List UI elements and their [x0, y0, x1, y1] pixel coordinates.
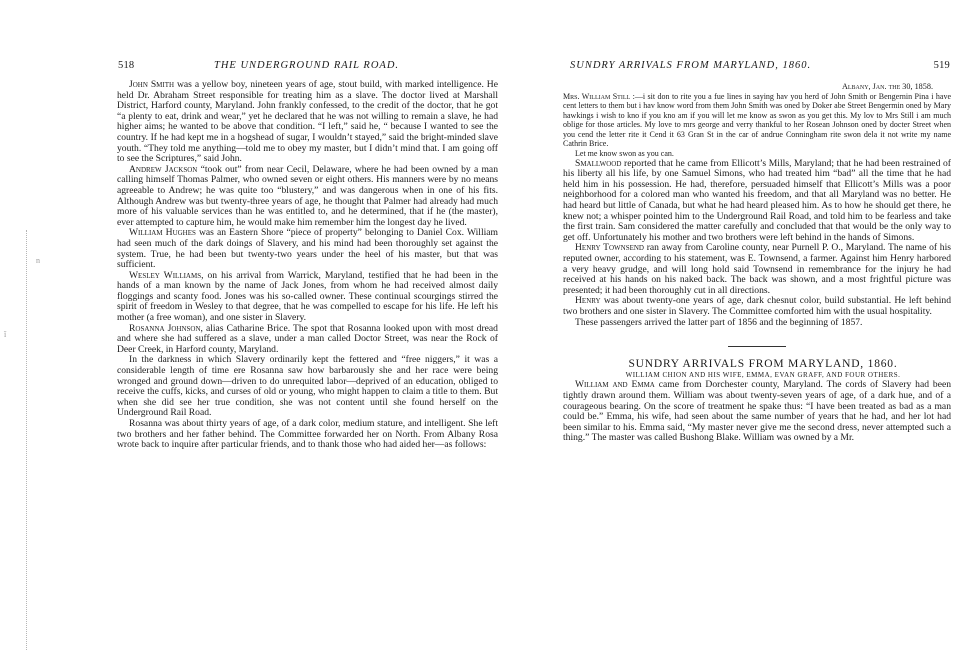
- name-lead: Rosanna Johnson: [129, 322, 201, 334]
- paragraph: [563, 380, 951, 444]
- paragraph-text: These passengers arrived the latter part of 1856 and the beginning of 1857.: [575, 316, 863, 328]
- paragraph: [117, 324, 498, 356]
- body-text: [563, 82, 951, 444]
- paragraph-text: reported that he came from Ellicott’s Mills, Maryland; that he had been restrained of his liberty all his life, by one Samuel Simons, who had treated him “bad” all the time that he had held him in his possession. He had, therefore, persuaded himself that Ellicott’s Mills was a poor neighborhood for a colored man who wanted his freedom, and that all Maryland was no better. He had heard but little of Canada, but what he had heard pleased him. As to how he should get there, he knew not; a whisper pointed him to the Underground Rail Road, and told him to be fearless and take the first train. Sam considered the matter carefully and concluded that that would be the only way to get off. Unfortunately his mother and two brothers were left behind in the hands of Simons.: [563, 157, 951, 243]
- letter-closing: Let me know swon as you can.: [575, 149, 674, 159]
- paragraph-text: , alias Catharine Brice. The spot that Rosanna looked upon with most dread and where she had suffered as a slave, under a man called Doctor Street, was near the Rock of Deer Creek, in Harford county, Maryland.: [117, 322, 498, 355]
- letter-date: Albany, Jan. the 30, 1858.: [841, 82, 933, 91]
- page-number: 519: [933, 60, 950, 71]
- name-lead: William and Emma: [575, 379, 655, 391]
- margin-mark: n: [36, 256, 40, 265]
- section-divider: [728, 346, 786, 347]
- name-lead: John Smith: [129, 79, 175, 90]
- running-title: SUNDRY ARRIVALS FROM MARYLAND, 1860.: [570, 60, 812, 71]
- paragraph-text: was about twenty-one years of age, dark chesnut color, build substantial. He left behind two brothers and one sister in Slavery. The Committee comforted him with the usual hospitality.: [563, 295, 951, 317]
- name-lead: William Hughes: [129, 227, 196, 239]
- paragraph: [117, 165, 498, 229]
- name-lead: Smallwood: [575, 157, 622, 169]
- paragraph-text: “took out” from near Cecil, Delaware, where he had been owned by a man calling himself Thomas Palmer, who owned seven or eight others. His manners were by no means agreeable to Andrew; he was quite too “blustery,” and was dangerous when in one of his fits. Although Andrew was but twenty-three years of age, he thought that Palmer had already had much more of his valuable services than he was entitled to, and he determined, that if he (the master), ever attempted to capture him, he would make him remember him the longest day he lived.: [117, 163, 498, 228]
- paragraph-text: was an Eastern Shore “piece of property” belonging to Daniel Cox. William had seen much of the dark doings of Slavery, and his mind had been thoroughly set against the system. True, he had been but twenty-two years under the heel of his master, but that was sufficient.: [117, 227, 498, 271]
- right-page: [505, 0, 980, 671]
- name-lead: Wesley Williams: [129, 269, 202, 281]
- running-title: THE UNDERGROUND RAIL ROAD.: [214, 60, 400, 71]
- paragraph-text: was a yellow boy, nineteen years of age, stout build, with marked intelligence. He held Dr. Abraham Street responsible for treating him as a slave. The doctor lived at Marshall District, Harford county, Maryland. John frankly confessed, to the credit of the doctor, that he got “a plenty to eat, drink and wear,” yet he declared that he was not willing to remain a slave, he had higher aims; he wanted to be above that condition. “I left,” said he, “ because I wanted to see the country. If he had kept me in a hogshead of sugar, I wouldn’t stayed,” said the bright-minded slave youth. “They told me anything—told me to obey my master, but I didn’t mind that. I am going off to see the Scriptures,” said John.: [117, 79, 498, 165]
- page-number: 518: [118, 60, 135, 71]
- margin-mark: ǐ: [4, 330, 7, 339]
- paragraph-text: Rosanna was about thirty years of age, of a dark color, medium stature, and intelligent. She left two brothers and her father behind. The Committee forwarded her on North. From Albany Rosa wrote back to inquire after particular friends, and to thank those who had aided her—as follows:: [117, 418, 498, 451]
- paragraph: [563, 159, 951, 244]
- paragraph: [117, 419, 498, 451]
- name-lead: Henry: [575, 295, 601, 307]
- paragraph: [117, 80, 498, 165]
- paragraph-text: , on his arrival from Warrick, Maryland, testified that he had been in the hands of a man known by the name of Jack Jones, from whom he had received almost daily floggings and scanty food. Jones was his so-called owner. These continual scourgings stirred the spirit of freedom in Wesley to that degree, that he was compelled to escape for his life. He left his mother (a free woman), and one sister in Slavery.: [117, 269, 499, 324]
- letter-text: :—i sit don to rite you a fue lines in saying hav you herd of John Smith or Bengernin Pina i have cent letters to them but i hav know word from them John Smith was oned by Doker abe Street Bengermin oned by Mary hawkings i wish to kno if you kno am if you will let me know as swon as you get this. My lov to Mrs Still i am much oblige for those articles. My love to mrs george and verry thankful to her Rosean Johnson oned by docter Street when you cend the letter rite it Cend it 63 Gran St in the car of andrue Conningham rite swon dela it not write my name Cathrin Brice.: [563, 91, 951, 149]
- paragraph: [563, 243, 951, 296]
- paragraph: [563, 296, 951, 317]
- body-text: [117, 80, 498, 451]
- paragraph: [563, 318, 951, 329]
- letter-body: [563, 92, 951, 150]
- paragraph-text: came from Dorchester county, Maryland. The cords of Slavery had been tightly drawn around them. William was about twenty-seven years of age, of a dark hue, and of a courageous bearing. On the score of treatment he spake thus: “I have been treated as bad as a man could be.” Emma, his wife, had seen about the same number of years that he had, and her lot had been similar to his. Emma said, “My master never give me the second dress, never attempted such a thing.” The master was called Bushong Blake. William was owned by a Mr.: [563, 379, 952, 444]
- name-lead: Andrew Jackson: [129, 163, 198, 175]
- paragraph: [117, 228, 498, 270]
- letter-salutation: Mrs. William Still: [563, 91, 631, 101]
- section-title: SUNDRY ARRIVALS FROM MARYLAND, 1860.: [628, 358, 898, 371]
- section-subtitle: WILLIAM CHION AND HIS WIFE, EMMA, EVAN GRAFF, AND FOUR OTHERS.: [625, 370, 901, 379]
- paragraph-text: ran away from Caroline county, near Purnell P. O., Maryland. The name of his reputed owner, according to his statement, was E. Townsend, a farmer. Against him Henry harbored a very heavy grudge, and will long hold said Townsend in remembrance for the injury he had received at his hands on his naked back. The back was shown, and a most frightful picture was presented; it had been thoroughly cut in all directions.: [563, 242, 951, 296]
- paragraph: [117, 271, 498, 324]
- paragraph: [117, 355, 498, 419]
- gutter-mark: [26, 230, 35, 650]
- paragraph-text: In the darkness in which Slavery ordinarily kept the fettered and “free niggers,” it was a considerable length of time ere Rosanna saw how barbarously she and her race were being wronged and ground down—driven to do unrequited labor—deprived of an education, obliged to receive the cuffs, kicks, and curses of old or young, who might happen to claim a title to them. But when she did see her true condition, she was not content until she found herself on the Underground Rail Road.: [117, 354, 498, 419]
- name-lead: Henry Townsend: [575, 242, 644, 254]
